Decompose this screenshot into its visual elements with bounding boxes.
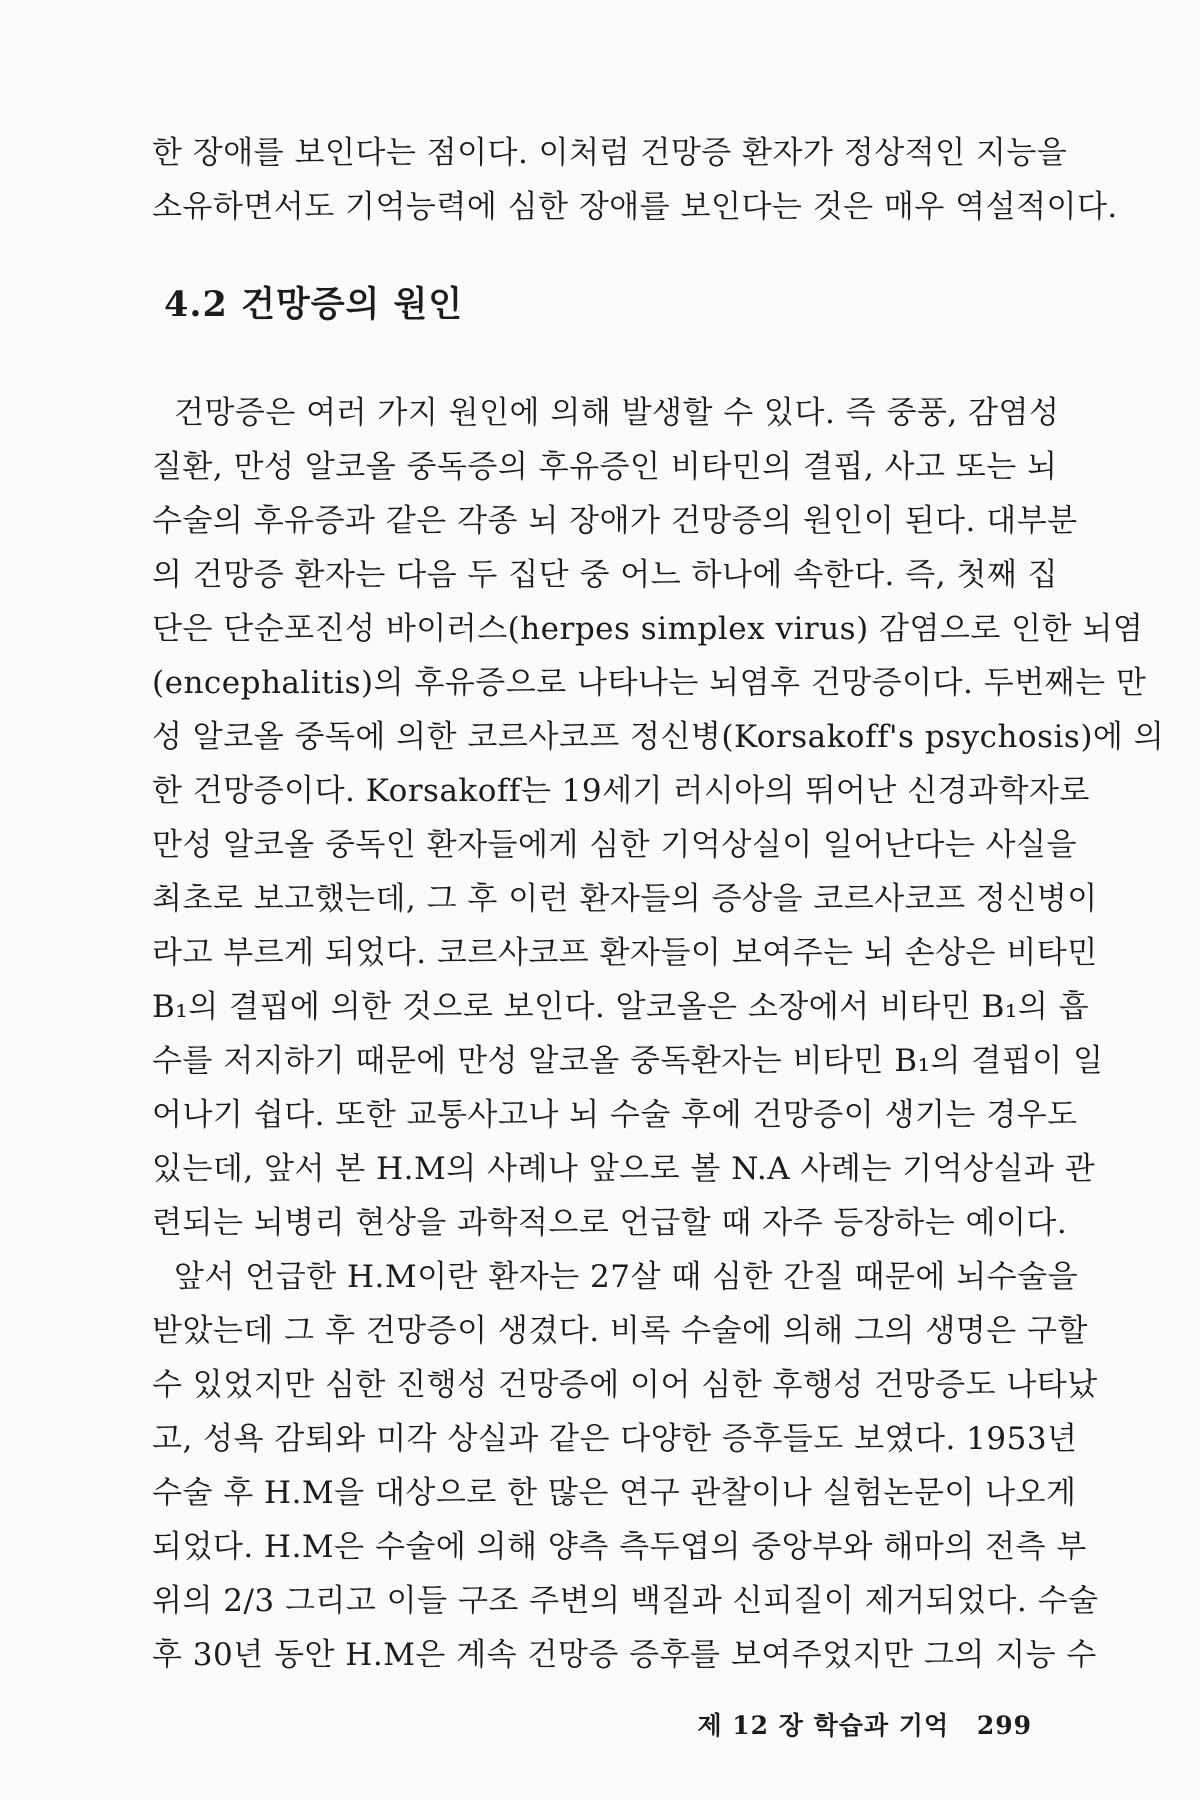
text-line: 한 장애를 보인다는 점이다. 이처럼 건망증 환자가 정상적인 지능을: [152, 135, 1068, 171]
text-line: 수를 저지하기 때문에 만성 알코올 중독환자는 비타민 B₁의 결핍이 일: [152, 1043, 1104, 1079]
text-line: B₁의 결핍에 의한 것으로 보인다. 알코올은 소장에서 비타민 B₁의 흡: [152, 989, 1090, 1025]
text-line: 질환, 만성 알코올 중독증의 후유증인 비타민의 결핍, 사고 또는 뇌: [152, 449, 1058, 485]
text-line: 수 있었지만 심한 진행성 건망증에 이어 심한 후행성 건망증도 나타났: [152, 1367, 1098, 1403]
top-text-block: [152, 126, 1118, 234]
text-line: 만성 알코올 중독인 환자들에게 심한 기억상실이 일어난다는 사실을: [152, 827, 1077, 863]
text-line: 되었다. H.M은 수술에 의해 양측 측두엽의 중앙부와 해마의 전측 부: [152, 1529, 1087, 1565]
text-line: 건망증은 여러 가지 원인에 의해 발생할 수 있다. 즉 중풍, 감염성: [174, 395, 1060, 431]
text-line: 한 건망증이다. Korsakoff는 19세기 러시아의 뛰어난 신경과학자로: [152, 773, 1090, 809]
paragraph-hm-case: [152, 1250, 1099, 1682]
section-heading: 4.2 건망증의 원인: [164, 284, 464, 325]
text-line: 라고 부르게 되었다. 코르사코프 환자들이 보여주는 뇌 손상은 비타민: [152, 935, 1098, 971]
text-line: 성 알코올 중독에 의한 코르사코프 정신병(Korsakoff's psychosis)에 의: [152, 719, 1165, 755]
text-line: 소유하면서도 기억능력에 심한 장애를 보인다는 것은 매우 역설적이다.: [152, 189, 1118, 225]
text-line: 수술의 후유증과 같은 각종 뇌 장애가 건망증의 원인이 된다. 대부분: [152, 503, 1078, 539]
text-line: 있는데, 앞서 본 H.M의 사례나 앞으로 볼 N.A 사례는 기억상실과 관: [152, 1151, 1096, 1187]
paragraph-causes: [152, 386, 1165, 1250]
chapter-title: 제 12 장 학습과 기억: [697, 1711, 950, 1740]
text-line: 앞서 언급한 H.M이란 환자는 27살 때 심한 간질 때문에 뇌수술을: [174, 1259, 1079, 1295]
text-line: 위의 2/3 그리고 이들 구조 주변의 백질과 신피질이 제거되었다. 수술: [152, 1583, 1099, 1619]
text-line: 최초로 보고했는데, 그 후 이런 환자들의 증상을 코르사코프 정신병이: [152, 881, 1098, 917]
text-line: (encephalitis)의 후유증으로 나타나는 뇌염후 건망증이다. 두번째는 만: [152, 665, 1147, 701]
text-line: 받았는데 그 후 건망증이 생겼다. 비록 수술에 의해 그의 생명은 구할: [152, 1313, 1088, 1349]
text-line: 련되는 뇌병리 현상을 과학적으로 언급할 때 자주 등장하는 예이다.: [152, 1205, 1068, 1241]
text-line: 후 30년 동안 H.M은 계속 건망증 증후를 보여주었지만 그의 지능 수: [152, 1637, 1097, 1673]
body-text: [152, 386, 1165, 1682]
text-line: 수술 후 H.M을 대상으로 한 많은 연구 관찰이나 실험논문이 나오게: [152, 1475, 1077, 1511]
text-line: 고, 성욕 감퇴와 미각 상실과 같은 다양한 증후들도 보였다. 1953년: [152, 1421, 1078, 1457]
text-line: 어나기 쉽다. 또한 교통사고나 뇌 수술 후에 건망증이 생기는 경우도: [152, 1097, 1078, 1133]
text-line: 의 건망증 환자는 다음 두 집단 중 어느 하나에 속한다. 즉, 첫째 집: [152, 557, 1059, 593]
text-line: 단은 단순포진성 바이러스(herpes simplex virus) 감염으로 인한 뇌염: [152, 611, 1144, 647]
page-number: 299: [976, 1711, 1032, 1740]
page-footer: [697, 1706, 1032, 1742]
